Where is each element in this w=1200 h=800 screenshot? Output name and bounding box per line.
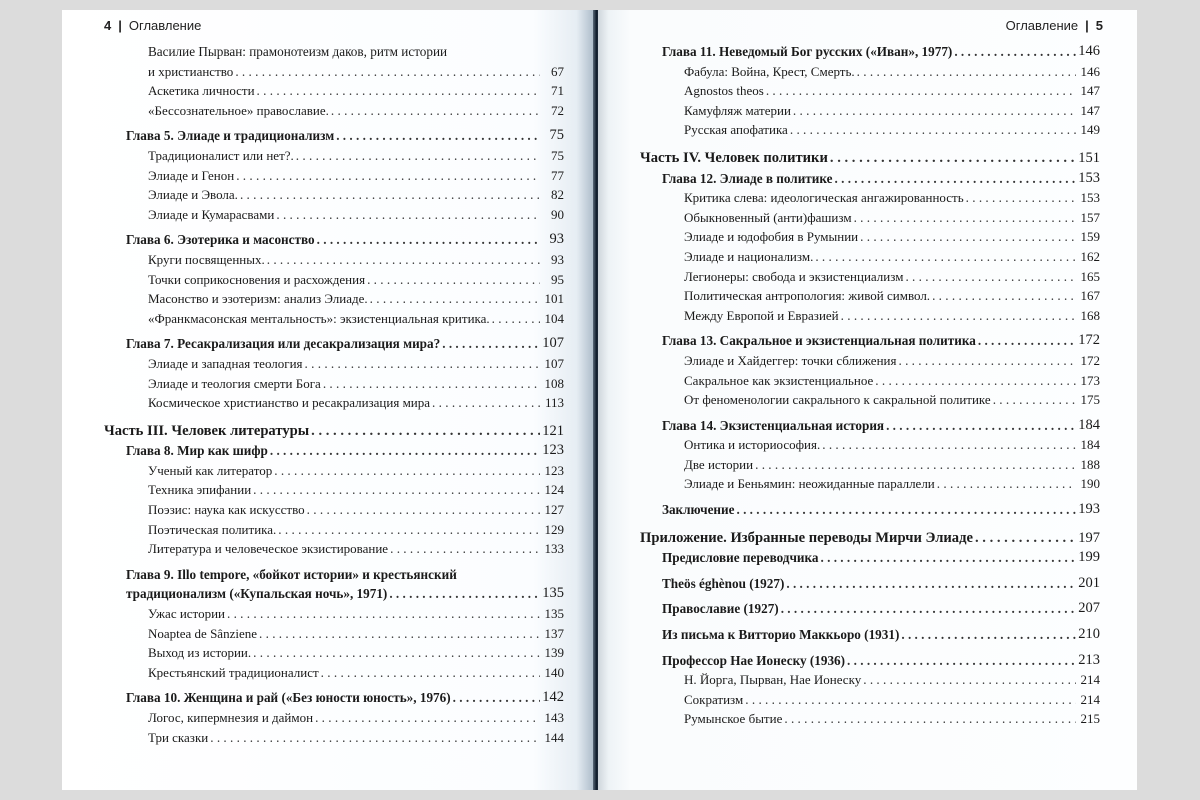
toc-entry[interactable] xyxy=(104,584,564,604)
toc-entry[interactable] xyxy=(640,390,1100,410)
toc-entry-page: 165 xyxy=(1080,268,1100,284)
dot-leader xyxy=(830,149,1076,169)
dot-leader xyxy=(835,169,1076,189)
toc-entry[interactable] xyxy=(104,500,564,520)
toc-entry-page: 133 xyxy=(544,541,564,557)
dot-leader xyxy=(745,690,1076,710)
dot-leader xyxy=(784,709,1076,729)
dot-leader xyxy=(278,520,540,540)
dot-leader xyxy=(210,728,540,748)
toc-entry[interactable] xyxy=(104,230,564,250)
toc-entry-title: Часть IV. Человек политики xyxy=(640,149,828,166)
toc-entry-page: 123 xyxy=(544,462,564,478)
toc-entry-title: Сакральное как экзистенциальное xyxy=(684,372,874,388)
toc-entry-page: 123 xyxy=(542,442,564,459)
dot-leader xyxy=(815,247,1076,267)
toc-entry-page: 146 xyxy=(1080,63,1100,79)
toc-entry-page: 77 xyxy=(551,167,564,183)
toc-entry-page: 210 xyxy=(1078,626,1100,643)
dot-leader xyxy=(336,126,540,146)
toc-entry[interactable] xyxy=(640,548,1100,568)
toc-entry-page: 72 xyxy=(551,102,564,118)
dot-leader xyxy=(901,625,1076,645)
dot-leader xyxy=(898,351,1076,371)
toc-entry[interactable] xyxy=(104,101,564,121)
toc-entry[interactable] xyxy=(104,81,564,101)
toc-entry-title: Политическая антропология: живой символ. xyxy=(684,288,931,304)
toc-entry-page: 153 xyxy=(1080,190,1100,206)
toc-entry-title: Элиаде и западная теология xyxy=(148,355,303,371)
toc-entry[interactable] xyxy=(104,270,564,290)
toc-entry-title: Элиаде и Эвола. xyxy=(148,187,238,203)
toc-entry-page: 143 xyxy=(544,710,564,725)
toc-entry-page: 90 xyxy=(551,206,564,222)
running-head-title: Оглавление xyxy=(128,18,202,33)
dot-leader xyxy=(267,250,540,270)
toc-entry-page: 149 xyxy=(1080,122,1100,138)
toc-entry-title: «Франкмасонская ментальность»: экзистенциальная критика. xyxy=(148,310,490,326)
toc-entry[interactable] xyxy=(104,393,564,413)
toc-entry[interactable] xyxy=(640,286,1100,306)
toc-entry[interactable] xyxy=(640,120,1100,140)
dot-leader xyxy=(236,166,540,186)
toc-entry[interactable] xyxy=(104,604,564,624)
toc-entry-page: 71 xyxy=(551,83,564,99)
dot-leader xyxy=(270,441,540,461)
toc-entry[interactable] xyxy=(640,435,1100,455)
toc-entry-title: Предисловие переводчика xyxy=(662,550,819,566)
toc-entry-page: 151 xyxy=(1078,149,1100,166)
toc-entry[interactable] xyxy=(104,166,564,186)
toc-entry[interactable] xyxy=(640,351,1100,371)
toc-entry-title: Глава 7. Ресакрализация или десакрализация мира? xyxy=(126,336,441,352)
dot-leader xyxy=(886,416,1076,436)
toc-entry-title: Православие (1927) xyxy=(662,601,779,617)
dot-leader xyxy=(786,574,1076,594)
toc-entry[interactable] xyxy=(104,146,564,166)
toc-entry-title: Ужас истории xyxy=(148,606,225,622)
page-number: 5 xyxy=(1095,18,1103,33)
table-of-contents-left xyxy=(104,42,564,747)
toc-entry[interactable] xyxy=(640,208,1100,228)
toc-entry-title: Глава 11. Неведомый Бог русских («Иван», 1977) xyxy=(662,44,953,59)
toc-entry-page: 153 xyxy=(1078,169,1100,186)
toc-entry-page: 215 xyxy=(1080,711,1100,727)
toc-entry[interactable] xyxy=(104,520,564,540)
toc-entry-title: Agnostos theos xyxy=(684,83,764,99)
toc-entry[interactable] xyxy=(640,42,1100,62)
toc-entry-first-line: Глава 9. Illo tempore, «бойкот истории» и крестьянский xyxy=(126,566,457,582)
toc-entry-title: Румынское бытие xyxy=(684,711,783,727)
toc-entry-title: Сократизм xyxy=(684,691,744,707)
dot-leader xyxy=(975,529,1076,549)
toc-entry-title: От феноменологии сакрального к сакральной политике xyxy=(684,392,991,408)
toc-entry-title: Заключение xyxy=(662,502,735,518)
toc-entry-page: 108 xyxy=(544,375,564,391)
dot-leader xyxy=(863,670,1076,690)
toc-entry-title: Космическое христианство и ресакрализация мира xyxy=(148,395,431,411)
dot-leader xyxy=(321,663,540,683)
separator: | xyxy=(118,18,122,33)
toc-entry-title: Глава 10. Женщина и рай («Без юности юность», 1976) xyxy=(126,690,451,706)
separator: | xyxy=(1085,18,1089,33)
toc-entry-page: 188 xyxy=(1080,456,1100,472)
toc-entry-title: Элиаде и юдофобия в Румынии xyxy=(684,229,859,245)
toc-entry-title: Точки соприкосновения и расхождения xyxy=(148,271,366,287)
toc-entry-page: 67 xyxy=(551,63,564,79)
toc-entry-page: 214 xyxy=(1080,691,1100,707)
toc-entry-title: Крестьянский традиционалист xyxy=(148,664,319,680)
toc-entry-page: 75 xyxy=(549,127,564,144)
toc-entry[interactable] xyxy=(104,539,564,559)
toc-entry-title: Круги посвященных. xyxy=(148,251,265,267)
toc-entry-title: Глава 13. Сакральное и экзистенциальная политика xyxy=(662,333,976,349)
toc-entry[interactable] xyxy=(640,101,1100,121)
toc-entry-title: Онтика и историософия. xyxy=(684,437,821,453)
toc-entry-title: Глава 8. Мир как шифр xyxy=(126,443,268,459)
toc-entry[interactable] xyxy=(104,374,564,394)
toc-entry-page: 129 xyxy=(544,521,564,537)
toc-entry-title: Глава 12. Элиаде в политике xyxy=(662,170,833,186)
toc-entry-page: 113 xyxy=(544,395,564,411)
toc-entry-title: Глава 14. Экзистенциальная история xyxy=(662,417,885,433)
dot-leader xyxy=(993,390,1076,410)
toc-entry[interactable] xyxy=(640,574,1100,594)
dot-leader xyxy=(442,334,540,354)
toc-entry[interactable] xyxy=(640,371,1100,391)
toc-entry-page: 127 xyxy=(544,502,564,518)
dot-leader xyxy=(822,435,1076,455)
dot-leader xyxy=(781,599,1076,619)
toc-entry-page: 197 xyxy=(1078,529,1100,546)
left-page xyxy=(62,10,598,790)
toc-entry[interactable] xyxy=(640,81,1100,101)
toc-entry-page: 146 xyxy=(1078,43,1100,59)
toc-entry-page: 184 xyxy=(1080,437,1100,453)
toc-entry-title: традиционализм («Купальская ночь», 1971) xyxy=(126,586,388,602)
toc-entry-title: Выход из истории. xyxy=(148,645,252,661)
dot-leader xyxy=(905,267,1076,287)
toc-entry[interactable] xyxy=(640,227,1100,247)
toc-entry[interactable] xyxy=(640,529,1100,549)
toc-entry[interactable] xyxy=(640,169,1100,189)
dot-leader xyxy=(736,500,1076,520)
dot-leader xyxy=(257,81,540,101)
toc-entry[interactable] xyxy=(640,267,1100,287)
toc-entry-page: 93 xyxy=(549,231,564,248)
toc-entry-title: Фабула: Война, Крест, Смерть. xyxy=(684,63,855,79)
toc-entry[interactable] xyxy=(104,205,564,225)
toc-entry-page: 93 xyxy=(551,251,564,267)
dot-leader xyxy=(847,651,1076,671)
toc-entry-page: 82 xyxy=(551,187,564,203)
page-number: 4 xyxy=(104,18,112,33)
toc-entry-page: 207 xyxy=(1078,600,1100,617)
toc-entry-title: Масонство и эзотеризм: анализ Элиаде. xyxy=(148,291,368,307)
dot-leader xyxy=(492,309,540,329)
toc-entry-page: 159 xyxy=(1080,229,1100,245)
dot-leader xyxy=(305,354,540,374)
toc-entry-page: 95 xyxy=(551,271,564,287)
toc-entry-page: 193 xyxy=(1078,501,1100,518)
toc-entry-title: Профессор Нае Ионеску (1936) xyxy=(662,652,846,668)
toc-entry-page: 121 xyxy=(542,422,564,439)
toc-entry-title: Обыкновенный (анти)фашизм xyxy=(684,209,852,225)
toc-entry[interactable] xyxy=(104,663,564,683)
toc-entry-page: 172 xyxy=(1078,332,1100,349)
dot-leader xyxy=(937,474,1076,494)
toc-entry-page: 144 xyxy=(544,729,564,745)
toc-entry-title: и христианство xyxy=(148,63,234,79)
toc-entry-page: 201 xyxy=(1078,574,1100,591)
dot-leader xyxy=(453,688,540,708)
dot-leader xyxy=(390,539,540,559)
toc-entry-page: 139 xyxy=(544,645,564,661)
dot-leader xyxy=(331,101,540,121)
toc-entry-title: Элиаде и Беньямин: неожиданные параллели xyxy=(684,476,935,492)
toc-entry-title: Н. Йорга, Пырван, Нае Ионеску xyxy=(684,672,862,688)
toc-entry[interactable] xyxy=(104,461,564,481)
toc-entry-page: 162 xyxy=(1080,248,1100,264)
toc-entry[interactable] xyxy=(104,480,564,500)
toc-entry[interactable] xyxy=(640,599,1100,619)
toc-entry[interactable] xyxy=(640,247,1100,267)
toc-entry[interactable] xyxy=(104,354,564,374)
dot-leader xyxy=(317,230,540,250)
toc-entry[interactable] xyxy=(640,709,1100,729)
toc-entry-page: 173 xyxy=(1080,372,1100,388)
dot-leader xyxy=(253,643,540,663)
toc-entry-page: 157 xyxy=(1080,209,1100,225)
toc-entry-title: Критика слева: идеологическая ангажированность xyxy=(684,190,964,206)
toc-entry[interactable] xyxy=(640,500,1100,520)
dot-leader xyxy=(793,101,1076,121)
toc-entry-title: Элиаде и Кумарасвами xyxy=(148,206,275,222)
toc-entry-page: 135 xyxy=(542,585,564,602)
toc-entry-title: Глава 5. Элиаде и традиционализм xyxy=(126,128,335,144)
toc-entry[interactable] xyxy=(640,188,1100,208)
dot-leader xyxy=(253,480,540,500)
toc-entry-page: 124 xyxy=(544,482,564,498)
toc-entry-page: 107 xyxy=(542,335,564,352)
toc-entry[interactable] xyxy=(104,688,564,708)
dot-leader xyxy=(875,371,1076,391)
toc-entry[interactable] xyxy=(104,289,564,309)
toc-entry-title: Поэзис: наука как искусство xyxy=(148,502,305,518)
toc-entry[interactable] xyxy=(104,62,564,82)
toc-entry-page: 140 xyxy=(544,664,564,680)
toc-entry-page: 175 xyxy=(1080,392,1100,408)
toc-entry-page: 168 xyxy=(1080,307,1100,323)
toc-entry[interactable] xyxy=(640,651,1100,671)
toc-entry-title: Глава 6. Эзотерика и масонство xyxy=(126,232,315,248)
toc-entry-title: Логос, кипермнезия и даймон xyxy=(148,710,314,725)
dot-leader xyxy=(235,62,540,82)
dot-leader xyxy=(954,42,1076,62)
dot-leader xyxy=(432,393,540,413)
toc-entry-title: Ученый как литератор xyxy=(148,462,273,478)
dot-leader xyxy=(841,306,1076,326)
toc-entry-page: 107 xyxy=(544,355,564,371)
toc-entry[interactable] xyxy=(640,62,1100,82)
running-head-title: Оглавление xyxy=(1005,18,1079,33)
toc-entry-page: 147 xyxy=(1080,83,1100,99)
toc-entry[interactable] xyxy=(640,625,1100,645)
toc-entry[interactable] xyxy=(104,728,564,748)
toc-entry-title: Элиаде и теология смерти Бога xyxy=(148,375,321,391)
running-head-left xyxy=(104,18,201,33)
toc-entry-page: 147 xyxy=(1080,102,1100,118)
toc-entry[interactable] xyxy=(104,441,564,461)
dot-leader xyxy=(274,461,540,481)
toc-entry-title: Theös éghènou (1927) xyxy=(662,575,785,591)
toc-entry-title: Noaptea de Sânziene xyxy=(148,625,258,641)
toc-entry-title: Русская апофатика xyxy=(684,122,788,138)
toc-entry[interactable] xyxy=(104,643,564,663)
dot-leader xyxy=(315,708,540,728)
dot-leader xyxy=(978,331,1076,351)
toc-entry[interactable] xyxy=(104,708,564,728)
toc-entry-title: Элиаде и Генон xyxy=(148,167,235,183)
toc-entry[interactable] xyxy=(104,624,564,644)
toc-entry-page: 184 xyxy=(1078,416,1100,433)
running-head-right xyxy=(1006,18,1103,33)
toc-entry-title: «Бессознательное» православие. xyxy=(148,102,329,118)
toc-entry-first-line: Василие Пырван: прамонотеизм даков, ритм истории xyxy=(148,44,448,59)
toc-entry-page: 167 xyxy=(1080,288,1100,304)
toc-entry-title: Из письма к Витторио Маккьоро (1931) xyxy=(662,627,900,643)
toc-entry-page: 137 xyxy=(544,625,564,641)
toc-entry-page: 142 xyxy=(542,689,564,706)
toc-entry[interactable] xyxy=(640,455,1100,475)
right-page xyxy=(598,10,1137,790)
dot-leader xyxy=(860,227,1076,247)
toc-entry-title: Элиаде и Хайдеггер: точки сближения xyxy=(684,352,897,368)
toc-entry-page: 101 xyxy=(544,291,564,307)
toc-entry[interactable] xyxy=(640,670,1100,690)
toc-entry-page: 213 xyxy=(1078,651,1100,668)
toc-entry-title: Аскетика личности xyxy=(148,83,255,99)
toc-entry-title: Часть III. Человек литературы xyxy=(104,422,310,439)
toc-entry-title: Техника эпифании xyxy=(148,482,252,498)
toc-entry[interactable] xyxy=(104,309,564,329)
dot-leader xyxy=(307,500,540,520)
dot-leader xyxy=(854,208,1076,228)
dot-leader xyxy=(227,604,540,624)
toc-entry-title: Приложение. Избранные переводы Мирчи Элиаде xyxy=(640,529,973,546)
dot-leader xyxy=(311,422,540,442)
dot-leader xyxy=(790,120,1076,140)
toc-entry-title: Легионеры: свобода и экзистенциализм xyxy=(684,268,904,284)
dot-leader xyxy=(857,62,1076,82)
toc-entry-title: Камуфляж материи xyxy=(684,102,791,118)
toc-entry[interactable] xyxy=(640,690,1100,710)
toc-entry-page: 104 xyxy=(544,310,564,326)
table-of-contents-right xyxy=(640,42,1100,729)
dot-leader xyxy=(276,205,540,225)
dot-leader xyxy=(932,286,1076,306)
dot-leader xyxy=(755,455,1076,475)
toc-entry-page: 190 xyxy=(1080,476,1100,492)
toc-entry[interactable] xyxy=(104,334,564,354)
toc-entry[interactable] xyxy=(104,185,564,205)
dot-leader xyxy=(367,270,540,290)
toc-entry-title: Две истории xyxy=(684,456,754,472)
toc-entry-title: Между Европой и Евразией xyxy=(684,307,839,323)
toc-entry[interactable] xyxy=(104,250,564,270)
toc-entry-title: Традиционалист или нет?. xyxy=(148,147,294,163)
dot-leader xyxy=(323,374,540,394)
toc-entry[interactable] xyxy=(640,474,1100,494)
toc-entry-page: 172 xyxy=(1080,352,1100,368)
toc-entry[interactable] xyxy=(640,416,1100,436)
toc-entry-page: 199 xyxy=(1078,549,1100,566)
toc-entry-page: 75 xyxy=(551,147,564,163)
dot-leader xyxy=(821,548,1076,568)
toc-entry-title: Литература и человеческое экзистирование xyxy=(148,541,389,557)
toc-entry[interactable] xyxy=(104,126,564,146)
dot-leader xyxy=(389,584,540,604)
toc-entry[interactable] xyxy=(104,422,564,442)
toc-entry-title: Три сказки xyxy=(148,729,209,745)
dot-leader xyxy=(966,188,1076,208)
dot-leader xyxy=(370,289,540,309)
toc-entry-title: Поэтическая политика. xyxy=(148,521,277,537)
toc-entry-page: 214 xyxy=(1080,672,1100,688)
dot-leader xyxy=(766,81,1076,101)
toc-entry[interactable] xyxy=(640,149,1100,169)
toc-entry[interactable] xyxy=(640,331,1100,351)
dot-leader xyxy=(296,146,540,166)
dot-leader xyxy=(259,624,540,644)
toc-entry-page: 135 xyxy=(544,606,564,622)
toc-entry-title: Элиаде и национализм. xyxy=(684,248,814,264)
dot-leader xyxy=(240,185,540,205)
toc-entry[interactable] xyxy=(640,306,1100,326)
